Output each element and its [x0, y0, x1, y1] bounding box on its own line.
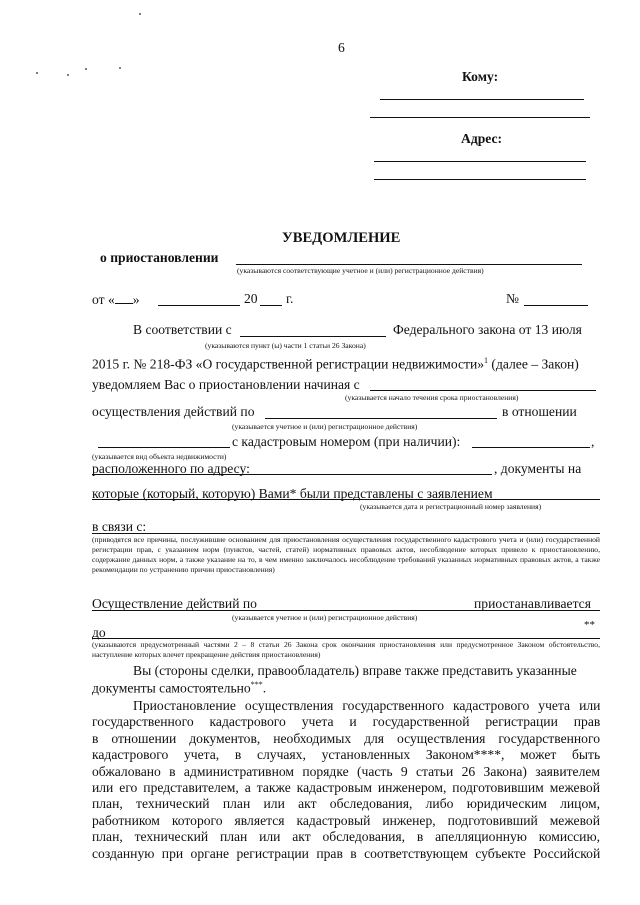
- suspension-hint: (указываются соответствующие учетное и (или) регистрационное действия): [237, 266, 484, 275]
- rights-line2-text: документы самостоятельно: [92, 680, 251, 696]
- rights-line1: Вы (стороны сделки, правообладатель) вправе также представить указанные: [133, 663, 577, 678]
- law-short: (далее – Закон): [491, 356, 579, 372]
- appeal-line: или его представителем, а также кадастровым инженером, подготовившим межевой: [92, 780, 600, 795]
- until-field[interactable]: [92, 638, 600, 639]
- p1-line1-b: Федерального закона от 13 июля: [393, 322, 582, 337]
- suspension-line: [236, 264, 582, 265]
- p1-line5-end: ,: [591, 434, 595, 449]
- year-label: 20: [244, 291, 258, 306]
- reasons-label: в связи с:: [92, 519, 147, 534]
- appeal-line: работником которого является кадастровый инженер, подготовивший межевой: [92, 812, 600, 828]
- until-stars: **: [584, 619, 595, 631]
- p1-hint7: (указывается дата и регистрационный номер заявления): [360, 502, 542, 511]
- appeal-line: кадастрового учета, в случаях, установленных Законом****, может быть: [92, 747, 601, 763]
- actions-field[interactable]: [265, 418, 497, 419]
- scan-speck: [36, 72, 38, 74]
- p1-line3: уведомляем Вас о приостановлении начиная с: [92, 377, 360, 392]
- month-field[interactable]: [158, 305, 240, 306]
- actions-label: Осуществление действий по: [92, 596, 257, 611]
- year-suffix: г.: [286, 291, 294, 306]
- appeal-line: Приостановление осуществления государственного кадастрового учета или: [133, 698, 601, 713]
- actions-suspended: приостанавливается: [474, 596, 591, 611]
- p1-line1-a: В соответствии с: [133, 322, 232, 337]
- page-title: УВЕДОМЛЕНИЕ: [282, 230, 401, 246]
- appeal-line: в отношении документов, необходимых для осуществления государственного: [92, 730, 600, 746]
- p1-line7: которые (который, которую) Вами* были представлены с заявлением: [92, 486, 493, 501]
- year-field[interactable]: [260, 305, 282, 306]
- page-number: 6: [338, 40, 345, 55]
- p1-line2: [92, 356, 579, 373]
- address-line-1: [374, 161, 586, 162]
- object-type-field[interactable]: [98, 447, 230, 448]
- address-label: Адрес:: [461, 131, 503, 146]
- until-label: до: [92, 625, 106, 640]
- start-date-field[interactable]: [370, 390, 596, 391]
- scan-speck: [119, 67, 121, 69]
- p1-hint1: (указываются пункт (ы) части 1 статьи 26 Закона): [205, 341, 366, 350]
- p1-line4-a: осуществления действий по: [92, 404, 255, 419]
- cadastral-number-field[interactable]: [472, 447, 590, 448]
- p1-line6-b: , документы на: [494, 461, 582, 476]
- scan-speck: [85, 68, 87, 70]
- reasons-hint: (приводятся все причины, послужившие основанием для приостановления осуществления государственного кадастрового учета и (или) государственной регистрации прав, с указанием норм (пунктов, частей, статей) нормативных правовых актов, несоблюдение которых привело к приостановлению, содержание данных норм, а также указание на то, в чем именно заключалось несоблюдение требований указанных нормативных правовых актов, а также рекомендации по устранению причин приостановления): [92, 535, 600, 574]
- rights-line2: [92, 680, 266, 697]
- footnote-1: 1: [484, 356, 489, 365]
- law-title: 2015 г. № 218-ФЗ «О государственной регистрации недвижимости»: [92, 356, 485, 372]
- p1-line6-a: расположенного по адресу:: [92, 461, 250, 476]
- appeal-line: созданную при органе регистрации прав в соответствующем субъекте Российской: [92, 845, 601, 861]
- appeal-line: обжаловано в административном порядке (часть 9 статьи 26 Закона) заявителем: [92, 763, 600, 779]
- actions-suspended-line[interactable]: [92, 610, 600, 611]
- date-from-label: от «: [92, 292, 115, 307]
- day-field[interactable]: [115, 291, 133, 304]
- until-hint: (указываются предусмотренный частями 2 – 8 статьи 26 Закона срок окончания приостановления или предусмотренное Законом обстоятельство, наступление которых влечет прекращение действия приостановления): [92, 640, 600, 659]
- number-label: №: [506, 291, 519, 306]
- to-line-1: [380, 99, 584, 100]
- reasons-field[interactable]: [92, 533, 600, 534]
- appeal-line: план, технический план или акт обследования, в апелляционную комиссию,: [92, 829, 600, 845]
- address-field[interactable]: [92, 474, 492, 475]
- scan-speck: [139, 13, 141, 15]
- application-field[interactable]: [92, 499, 600, 500]
- address-line-2: [374, 179, 586, 180]
- p1-hint5: (указывается вид объекта недвижимости): [92, 452, 227, 461]
- footnote-3: ***: [250, 680, 263, 689]
- date-close-quote: »: [132, 292, 140, 307]
- date-from: [92, 291, 140, 308]
- number-field[interactable]: [524, 305, 588, 306]
- scan-speck: [67, 74, 69, 76]
- appeal-line: государственного кадастрового учета и государственной регистрации прав: [92, 714, 601, 730]
- p1-point-field[interactable]: [240, 336, 386, 337]
- p1-hint3: (указывается начало течения срока приостановления): [345, 393, 519, 402]
- appeal-line: план, технический план или акт обследования, либо юридическим лицом,: [92, 796, 600, 812]
- rights-line2-end: .: [262, 680, 267, 696]
- actions-hint: (указывается учетное и (или) регистрационное действия): [232, 613, 418, 622]
- p1-line5: с кадастровым номером (при наличии):: [232, 434, 461, 449]
- p1-line4-b: в отношении: [502, 404, 577, 419]
- to-label: Кому:: [462, 69, 499, 84]
- to-line-2: [370, 117, 590, 118]
- suspension-label: о приостановлении: [100, 250, 219, 265]
- p1-hint4: (указывается учетное и (или) регистрационное действия): [232, 422, 418, 431]
